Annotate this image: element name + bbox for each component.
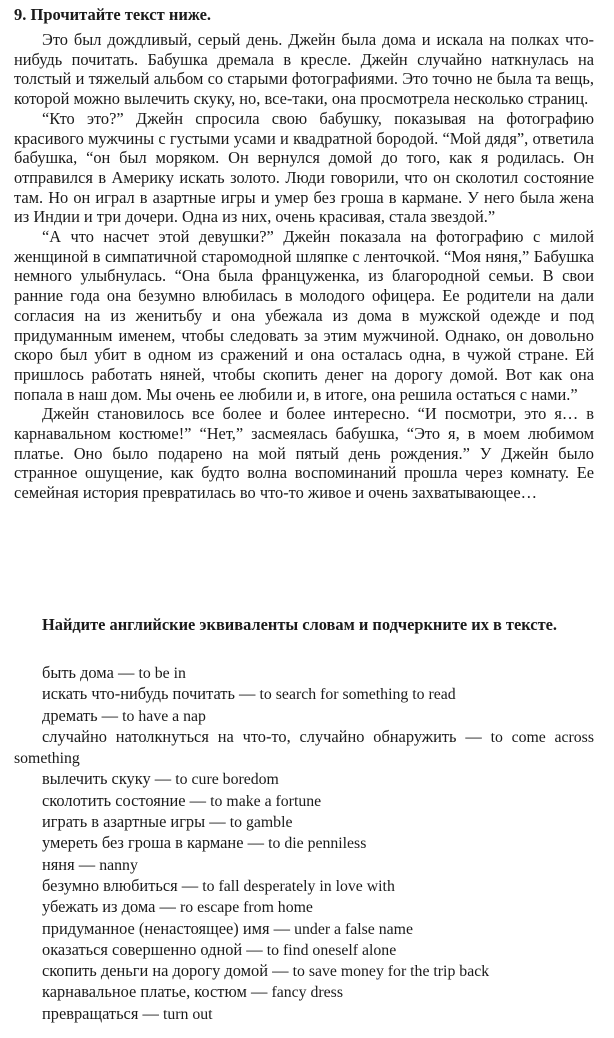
vocab-item	[14, 706, 594, 727]
vocab-ru: карнавальное платье, костюм	[42, 982, 247, 1002]
vocab-dash: —	[250, 982, 268, 1002]
vocab-dash: —	[142, 1003, 159, 1023]
vocab-item	[14, 961, 594, 982]
vocab-en: ro escape from home	[180, 899, 313, 917]
vocab-en: to make a fortune	[210, 792, 322, 810]
reading-text	[14, 30, 594, 503]
vocab-item	[14, 727, 594, 770]
vocab-item	[14, 982, 594, 1003]
vocab-en: to find oneself alone	[266, 941, 397, 959]
vocab-item	[14, 855, 594, 876]
vocab-dash: —	[189, 790, 207, 810]
vocab-ru: скопить деньги на дорогу домой	[42, 961, 268, 981]
vocab-ru: случайно натолкнуться на что-то, случайно обнаружить	[42, 726, 457, 746]
vocab-en: to save money for the trip back	[292, 963, 490, 981]
vocab-dash: —	[239, 684, 256, 704]
vocab-dash: —	[78, 854, 96, 874]
task-title: 9. Прочитайте текст ниже.	[14, 5, 212, 24]
vocab-ru: быть дома	[42, 663, 114, 682]
vocab-ru: искать что-нибудь почитать	[42, 684, 235, 704]
task2-title: Найдите английские эквиваленты словам и подчеркните их в тексте.	[42, 615, 557, 634]
vocab-item	[14, 897, 594, 918]
vocab-item	[14, 940, 594, 961]
vocab-ru: дремать	[42, 705, 98, 725]
vocab-en: to fall desperately in love with	[202, 877, 395, 895]
vocab-en: to gamble	[229, 814, 293, 832]
vocab-item	[14, 833, 594, 854]
vocab-item	[14, 663, 594, 684]
vocab-ru: сколотить состояние	[42, 790, 186, 810]
paragraph: “А что насчет этой девушки?” Джейн показала на фотографию с милой женщиной в симпатичной старомодной шляпке с ленточкой. “Моя няня,” Бабушка немного улыбнулась. “Она была француженка, из благородной семьи. В свои ранние года она безумно влюбилась в молодого офицера. Ее родители на дали согласия на из женитьбу и она убежала из дома в мужской одежде и под придуманным именем, чтобы следовать за этим мужчиной. Однако, он довольно скоро был убит в одном из сражений и она осталась одна, в чужой стране. Ей пришлось работать няней, чтобы скопить денег на дорогу домой. Вот как она попала в наш дом. Мы очень ее любили и, в итоге, она решила остаться с нами.”	[14, 227, 594, 404]
vocab-ru: играть в азартные игры	[42, 812, 206, 832]
vocab-en: to be in	[138, 665, 186, 682]
vocab-en: to die penniless	[268, 835, 367, 853]
vocab-item	[14, 769, 594, 790]
vocab-en: to cure boredom	[175, 771, 279, 789]
vocab-dash: —	[209, 812, 226, 832]
vocab-dash: —	[246, 939, 263, 959]
vocab-en: fancy dress	[271, 984, 343, 1002]
vocab-ru: умереть без гроша в кармане	[42, 833, 244, 853]
vocab-en: nanny	[99, 856, 138, 874]
vocab-en: under a false name	[294, 920, 413, 938]
vocab-dash: —	[272, 961, 289, 981]
vocab-item	[14, 812, 594, 833]
vocab-dash: —	[273, 918, 291, 938]
vocab-ru: оказаться совершенно одной	[42, 939, 243, 959]
vocab-en: to have a nap	[122, 707, 206, 725]
vocab-item	[14, 919, 594, 940]
vocab-dash: —	[101, 705, 119, 725]
vocab-dash: —	[159, 897, 176, 917]
vocab-ru: придуманное (ненастоящее) имя	[42, 918, 270, 938]
vocab-en: to come across something	[14, 728, 594, 768]
vocab-ru: превращаться	[42, 1003, 139, 1023]
paragraph: Это был дождливый, серый день. Джейн была дома и искала на полках что-нибудь почитать. Бабушка дремала в кресле. Джейн случайно наткнулась на толстый и тяжелый альбом со старыми фотографиями. Это точно не была та вещь, которой можно вылечить скуку, но, все-таки, она просмотрела несколько страниц.	[14, 30, 594, 109]
vocab-dash: —	[117, 663, 135, 682]
vocab-ru: вылечить скуку	[42, 769, 151, 789]
vocab-dash: —	[181, 875, 199, 895]
vocab-dash: —	[154, 769, 172, 789]
vocab-item	[14, 1004, 594, 1025]
vocabulary-list	[14, 663, 594, 1025]
vocab-ru: няня	[42, 854, 75, 874]
vocab-ru: убежать из дома	[42, 897, 156, 917]
vocab-item	[14, 876, 594, 897]
vocab-en: to search for something to read	[259, 686, 456, 704]
vocab-dash: —	[465, 726, 482, 746]
vocab-ru: безумно влюбиться	[42, 875, 178, 895]
vocab-en: turn out	[162, 1005, 213, 1023]
paragraph: “Кто это?” Джейн спросила свою бабушку, показывая на фотографию красивого мужчины с густыми усами и квадратной бородой. “Мой дядя”, ответила бабушка, “он был моряком. Он вернулся домой до того, как я родилась. Он отправился в Америку искать золото. Люди говорили, что он сколотил состояние там. Но он играл в азартные игры и умер без гроша в кармане. У него была жена из Индии и три дочери. Одна из них, очень красивая, стала звездой.”	[14, 108, 594, 227]
paragraph: Джейн становилось все более и более интересно. “И посмотри, это я… в карнавальном костюме!” “Нет,” засмеялась бабушка, “Это я, в моем любимом платье. Оно было подарено на мой пятый день рождения.” У Джейн было странное ошущение, как будто волна воспоминаний прошла через комнату. Ее семейная история превратилась во что-то живое и очень захватывающее…	[14, 404, 594, 503]
vocab-dash: —	[247, 833, 264, 853]
vocab-item	[14, 684, 594, 705]
vocab-item	[14, 791, 594, 812]
